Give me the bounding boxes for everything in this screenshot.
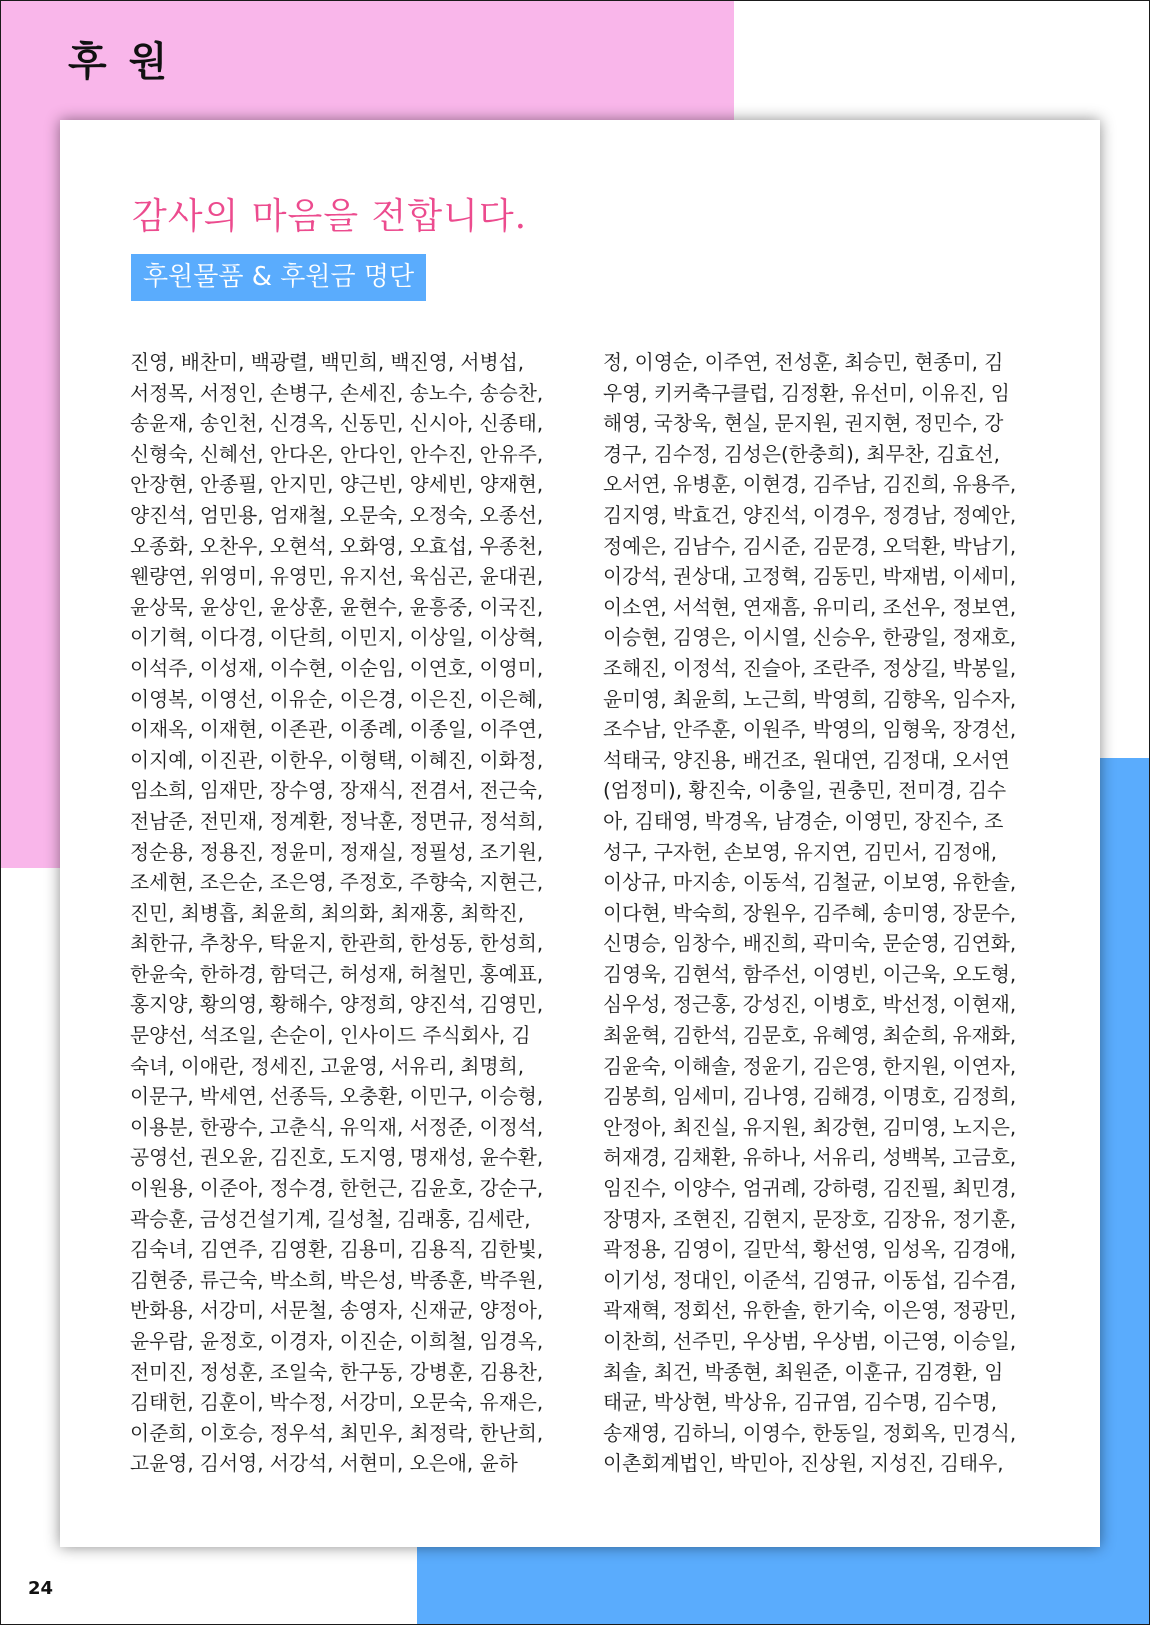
donor-names-line: 이석주, 이성재, 이수현, 이순임, 이연호, 이영미, <box>130 656 544 680</box>
donor-names-line: 곽승훈, 금성건설기계, 길성철, 김래홍, 김세란, <box>130 1207 531 1231</box>
donor-names-line: 이문구, 박세연, 선종득, 오충환, 이민구, 이승형, <box>130 1085 544 1109</box>
donor-names-line: 진민, 최병흡, 최윤희, 최의화, 최재홍, 최학진, <box>130 901 525 925</box>
donor-names-line: 김태헌, 김훈이, 박수정, 서강미, 오문숙, 유재은, <box>130 1391 544 1415</box>
donor-names-line: 이지예, 이진관, 이한우, 이형택, 이혜진, 이화정, <box>130 748 544 772</box>
donor-names-line: 조세현, 조은순, 조은영, 주정호, 주향숙, 지현근, <box>130 871 544 895</box>
donor-names-line: 오서연, 유병훈, 이현경, 김주남, 김진희, 유용주, <box>603 473 1017 497</box>
donor-names-line: 공영선, 권오윤, 김진호, 도지영, 명재성, 윤수환, <box>130 1146 544 1170</box>
donor-names-line: 정예은, 김남수, 김시준, 김문경, 오덕환, 박남기, <box>603 534 1017 558</box>
donor-names-line: 성구, 구자헌, 손보영, 유지연, 김민서, 김정애, <box>603 840 998 864</box>
donor-names-line: 심우성, 정근홍, 강성진, 이병호, 박선정, 이현재, <box>603 993 1017 1017</box>
donor-names-line: 반화용, 서강미, 서문철, 송영자, 신재균, 양정아, <box>130 1299 544 1323</box>
donor-names-line: 경구, 김수정, 김성은(한충희), 최무찬, 김효선, <box>603 442 1000 466</box>
donor-names-line: 송윤재, 송인천, 신경옥, 신동민, 신시아, 신종태, <box>130 412 544 436</box>
donor-names-line: 곽정용, 김영이, 길만석, 황선영, 임성옥, 김경애, <box>603 1238 1017 1262</box>
donor-names-line: 고윤영, 김서영, 서강석, 서현미, 오은애, 윤하 <box>130 1452 518 1476</box>
donor-names-line: 신명승, 임창수, 배진희, 곽미숙, 문순영, 김연화, <box>603 932 1017 956</box>
donor-names-line: 송재영, 김하늬, 이영수, 한동일, 정회옥, 민경식, <box>603 1421 1017 1445</box>
donor-names-line: 이승현, 김영은, 이시열, 신승우, 한광일, 정재호, <box>603 626 1017 650</box>
donor-names-line: 최한규, 추창우, 탁윤지, 한관희, 한성동, 한성희, <box>130 932 544 956</box>
donor-names-line: 임소희, 임재만, 장수영, 장재식, 전겸서, 전근숙, <box>130 779 544 803</box>
headline: 감사의 마음을 전합니다. <box>132 196 528 237</box>
donor-names-line: 조해진, 이정석, 진슬아, 조란주, 정상길, 박봉일, <box>603 656 1017 680</box>
donor-names-line: 신형숙, 신혜선, 안다온, 안다인, 안수진, 안유주, <box>130 442 544 466</box>
donor-names-line: 김현중, 류근숙, 박소희, 박은성, 박종훈, 박주원, <box>130 1268 544 1292</box>
donor-names-line: 김숙녀, 김연주, 김영환, 김용미, 김용직, 김한빛, <box>130 1238 544 1262</box>
donor-names-line: 김봉희, 임세미, 김나영, 김해경, 이명호, 김정희, <box>603 1085 1017 1109</box>
donor-names-line: 윤미영, 최윤희, 노근희, 박영희, 김향옥, 임수자, <box>603 687 1017 711</box>
donor-names-line: 이기성, 정대인, 이준석, 김영규, 이동섭, 김수겸, <box>603 1268 1017 1292</box>
donor-names-line: 안장현, 안종필, 안지민, 양근빈, 양세빈, 양재현, <box>130 473 544 497</box>
donor-names-line: 이촌회계법인, 박민아, 진상원, 지성진, 김태우, <box>603 1452 1004 1476</box>
donor-names-line: 이용분, 한광수, 고춘식, 유익재, 서정준, 이정석, <box>130 1115 544 1139</box>
donor-names-line: 문양선, 석조일, 손순이, 인사이드 주식회사, 김 <box>130 1024 531 1048</box>
donor-names-line: 한윤숙, 한하경, 함덕근, 허성재, 허철민, 홍예표, <box>130 962 544 986</box>
donor-names-line: 숙녀, 이애란, 정세진, 고윤영, 서유리, 최명희, <box>130 1054 525 1078</box>
page-number: 24 <box>28 1578 54 1599</box>
donor-names-line: 전미진, 정성훈, 조일숙, 한구동, 강병훈, 김용찬, <box>130 1360 544 1384</box>
donor-names-line: 윤우람, 윤정호, 이경자, 이진순, 이희철, 임경옥, <box>130 1330 544 1353</box>
donor-names-line: 아, 김태영, 박경옥, 남경순, 이영민, 장진수, 조 <box>603 809 1004 833</box>
donor-names-line: 이재옥, 이재현, 이존관, 이종례, 이종일, 이주연, <box>130 718 544 742</box>
donor-names-line: 김윤숙, 이해솔, 정윤기, 김은영, 한지원, 이연자, <box>603 1054 1017 1078</box>
donor-names-line: 이다현, 박숙희, 장원우, 김주혜, 송미영, 장문수, <box>603 901 1017 925</box>
donor-names-line: 조수남, 안주훈, 이원주, 박영의, 임형욱, 장경선, <box>603 718 1017 742</box>
donor-names-line: 최윤혁, 김한석, 김문호, 유혜영, 최순희, 유재화, <box>603 1024 1017 1048</box>
donor-names-line: 석태국, 양진용, 배건조, 원대연, 김정대, 오서연 <box>603 748 1010 772</box>
donor-names-line: 이원용, 이준아, 정수경, 한헌근, 김윤호, 강순구, <box>130 1177 544 1201</box>
donor-names-line: 곽재혁, 정회선, 유한솔, 한기숙, 이은영, 정광민, <box>603 1299 1017 1323</box>
donor-names-line: 해영, 국창욱, 현실, 문지원, 권지현, 정민수, 강 <box>603 412 1004 436</box>
donor-names-line: 김영욱, 김현석, 함주선, 이영빈, 이근욱, 오도형, <box>603 962 1017 986</box>
donor-names-line: 이영복, 이영선, 이유순, 이은경, 이은진, 이은혜, <box>130 687 544 711</box>
donor-names-line: 장명자, 조현진, 김현지, 문장호, 김장유, 정기훈, <box>603 1207 1017 1231</box>
donor-names-line: 전남준, 전민재, 정계환, 정낙훈, 정면규, 정석희, <box>130 809 544 833</box>
donor-names-line: 정순용, 정용진, 정윤미, 정재실, 정필성, 조기원, <box>130 840 544 864</box>
donor-names-line: 임진수, 이양수, 엄귀례, 강하령, 김진필, 최민경, <box>603 1177 1017 1201</box>
donor-names-line: 우영, 키커축구클럽, 김정환, 유선미, 이유진, 임 <box>603 381 1010 405</box>
donor-names-line: 이찬희, 선주민, 우상범, 우상범, 이근영, 이승일, <box>603 1330 1017 1353</box>
donor-names-line: 오종화, 오찬우, 오현석, 오화영, 오효섭, 우종천, <box>130 534 544 558</box>
donor-names-line: 이준희, 이호승, 정우석, 최민우, 최정락, 한난희, <box>130 1421 544 1445</box>
donor-names-line: 윤상묵, 윤상인, 윤상훈, 윤현수, 윤흥중, 이국진, <box>130 595 544 619</box>
donor-names-line: 이강석, 권상대, 고정혁, 김동민, 박재범, 이세미, <box>603 565 1017 589</box>
donor-names-line: 양진석, 엄민용, 엄재철, 오문숙, 오정숙, 오종선, <box>130 503 544 527</box>
donor-names-line: 태균, 박상현, 박상유, 김규염, 김수명, 김수명, <box>603 1391 998 1415</box>
subtitle-badge: 후원물품 & 후원금 명단 <box>131 254 426 301</box>
donor-names-line: 진영, 배찬미, 백광렬, 백민희, 백진영, 서병섭, <box>130 351 525 374</box>
donor-names-line: 정, 이영순, 이주연, 전성훈, 최승민, 현종미, 김 <box>603 351 1004 374</box>
donor-names-line: 허재경, 김채환, 유하나, 서유리, 성백복, 고금호, <box>603 1146 1017 1170</box>
donor-names-line: 안정아, 최진실, 유지원, 최강현, 김미영, 노지은, <box>603 1115 1017 1139</box>
donor-names-line: 김지영, 박효건, 양진석, 이경우, 정경남, 정예안, <box>603 503 1017 527</box>
donor-list-card <box>60 120 1100 1547</box>
section-title: 후 원 <box>68 39 172 85</box>
donor-names-line: 이상규, 마지송, 이동석, 김철균, 이보영, 유한솔, <box>603 871 1017 895</box>
donor-names-line: (엄정미), 황진숙, 이충일, 권충민, 전미경, 김수 <box>603 779 1007 803</box>
donor-names-line: 이기혁, 이다경, 이단희, 이민지, 이상일, 이상혁, <box>130 626 544 650</box>
donor-names-left-column <box>130 348 552 1480</box>
donor-names-line: 웬량연, 위영미, 유영민, 유지선, 육심곤, 윤대권, <box>130 565 544 589</box>
donor-names-line: 최솔, 최건, 박종현, 최원준, 이훈규, 김경환, 임 <box>603 1360 1004 1384</box>
donor-names-line: 이소연, 서석현, 연재흠, 유미리, 조선우, 정보연, <box>603 595 1017 619</box>
donor-names-line: 서정목, 서정인, 손병구, 손세진, 송노수, 송승찬, <box>130 381 544 405</box>
donor-names-line: 홍지양, 황의영, 황해수, 양정희, 양진석, 김영민, <box>130 993 544 1017</box>
donor-names-right-column <box>603 348 1025 1480</box>
